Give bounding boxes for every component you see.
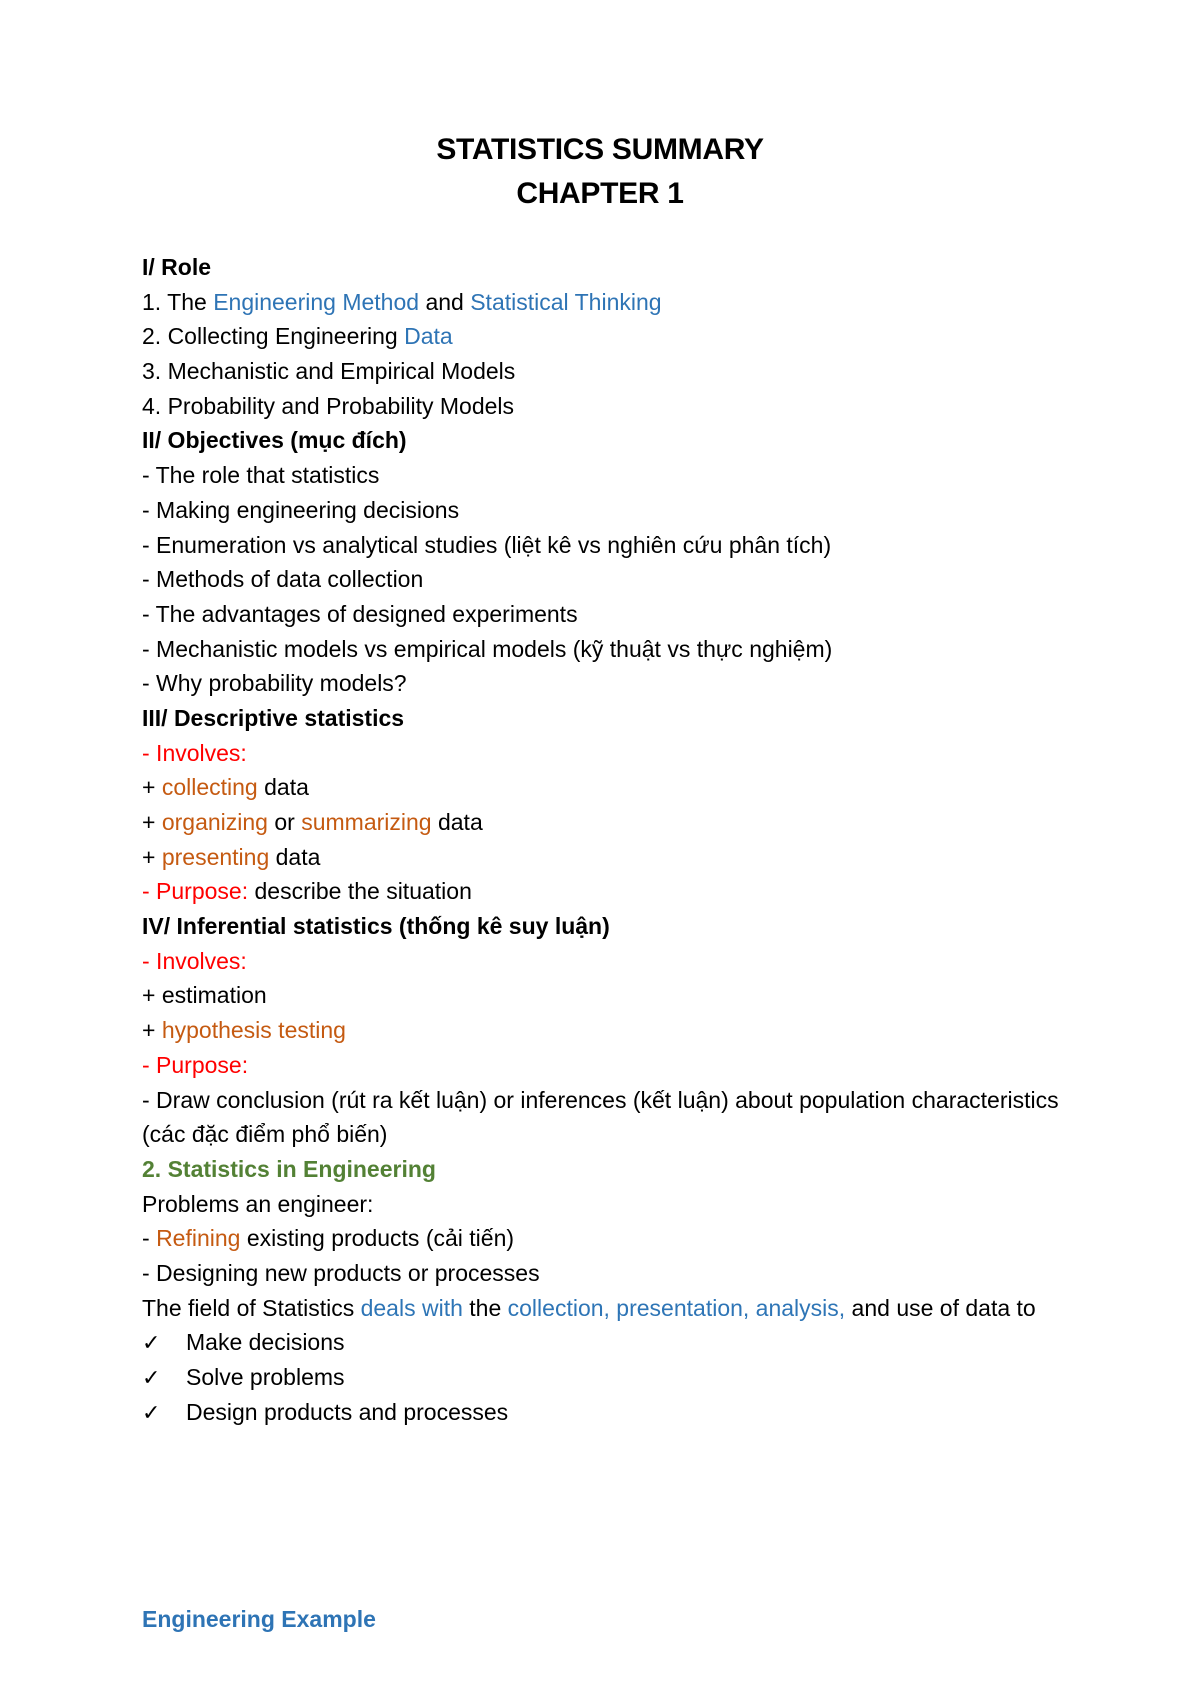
descriptive-presenting-line (142, 840, 1062, 875)
document-body (142, 250, 1062, 1429)
objective-item: - Making engineering decisions (142, 496, 460, 523)
checklist-item (142, 1325, 1062, 1360)
data-word: data (431, 809, 483, 835)
refining-term: Refining (156, 1225, 241, 1252)
conclusion-paragraph: - Draw conclusion (rút ra kết luận) or inferences (kết luận) about population characteristics (các đặc điểm phổ biến) (142, 1086, 1059, 1148)
descriptive-purpose-line (142, 874, 1062, 909)
objective-item: - The advantages of designed experiments (142, 600, 578, 627)
deals-with-term: deals with (360, 1294, 463, 1321)
field-mid: the (462, 1294, 508, 1321)
objective-item: - The role that statistics (142, 462, 380, 489)
plus-marker: + (142, 1017, 162, 1044)
section-heading-objectives: II/ Objectives (mục đích) (142, 427, 407, 454)
organizing-term: organizing (161, 809, 268, 835)
document-title: STATISTICS SUMMARY (436, 133, 764, 166)
descriptive-organizing-line (142, 805, 1062, 840)
field-paragraph (142, 1291, 1062, 1326)
role-item-1-prefix: 1. The (142, 288, 214, 315)
objective-item: - Mechanistic models vs empirical models (kỹ thuật vs thực nghiệm) (142, 635, 833, 662)
field-suffix: and use of data to (845, 1294, 1036, 1321)
data-word: data (257, 774, 309, 801)
purpose-text: describe the situation (248, 878, 472, 905)
section-heading-role: I/ Role (142, 254, 212, 280)
refining-rest: existing products (cải tiến) (240, 1225, 515, 1252)
collecting-term: collecting (161, 774, 258, 801)
section-heading-inferential: IV/ Inferential statistics (thống kê suy luận) (142, 913, 610, 940)
plus-marker: + (142, 809, 162, 835)
data-term: Data (404, 323, 453, 350)
objective-item: - Methods of data collection (142, 566, 424, 593)
designing-line: - Designing new products or processes (142, 1259, 540, 1286)
statistical-thinking-term: Statistical Thinking (470, 288, 662, 315)
descriptive-collecting-line (142, 770, 1062, 805)
objective-item: - Enumeration vs analytical studies (liệt kê vs nghiên cứu phân tích) (142, 531, 832, 558)
role-item-4: 4. Probability and Probability Models (142, 392, 515, 419)
hypothesis-testing-term: hypothesis testing (161, 1017, 346, 1044)
checkmark-icon: ✓ (142, 1330, 161, 1356)
estimation-line: + estimation (142, 982, 267, 1009)
checklist-text: Solve problems (186, 1364, 345, 1391)
plus-marker: + (142, 774, 162, 801)
role-item-1 (142, 285, 1062, 320)
engineering-method-term: Engineering Method (213, 288, 420, 315)
data-word: data (269, 843, 321, 870)
dash-marker: - (142, 1225, 157, 1252)
descriptive-involves-label: - Involves: (142, 739, 247, 766)
inferential-involves-label: - Involves: (142, 947, 247, 974)
objective-item: - Why probability models? (142, 670, 407, 697)
presenting-term: presenting (161, 843, 270, 870)
chapter-title: CHAPTER 1 (516, 177, 684, 210)
or-word: or (267, 809, 302, 835)
checklist-item (142, 1360, 1062, 1395)
purpose-label: - Purpose: (142, 878, 249, 905)
checkmark-icon: ✓ (142, 1399, 161, 1425)
collection-terms: collection, presentation, analysis, (507, 1294, 846, 1321)
checklist-item (142, 1395, 1062, 1430)
hypothesis-line (142, 1013, 1062, 1048)
section-heading-engineering: 2. Statistics in Engineering (142, 1155, 436, 1182)
role-item-2-prefix: 2. Collecting Engineering (142, 323, 405, 350)
summarizing-term: summarizing (301, 809, 432, 835)
role-item-3: 3. Mechanistic and Empirical Models (142, 358, 516, 385)
checklist-text: Design products and processes (186, 1398, 509, 1425)
problems-line: Problems an engineer: (142, 1190, 374, 1217)
role-item-2 (142, 319, 1062, 354)
role-item-1-and: and (419, 288, 471, 315)
checklist-text: Make decisions (186, 1329, 345, 1356)
refining-line (142, 1221, 1062, 1256)
field-prefix: The field of Statistics (142, 1294, 361, 1321)
checkmark-icon: ✓ (142, 1365, 161, 1391)
inferential-purpose-label: - Purpose: (142, 1051, 249, 1078)
plus-marker: + (142, 843, 162, 870)
engineering-example-heading: Engineering Example (142, 1606, 376, 1632)
section-heading-descriptive: III/ Descriptive statistics (142, 704, 405, 731)
